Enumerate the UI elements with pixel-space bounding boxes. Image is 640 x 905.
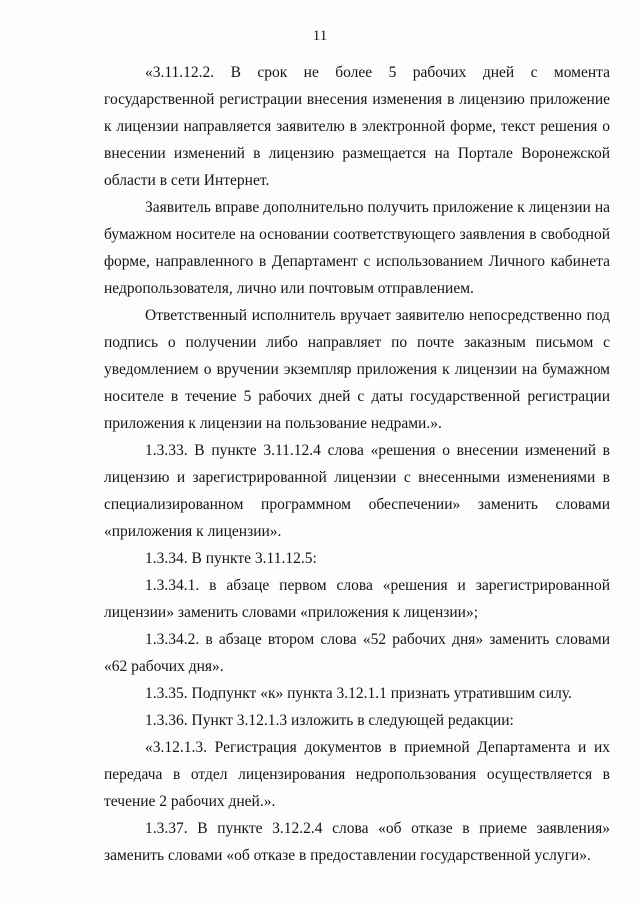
paragraph-1-3-33: 1.3.33. В пункте 3.11.12.4 слова «решения о внесении изменений в лицензию и зарегистрированной лицензии с внесенными изменениями в специализированном программном обеспечении» заменить словами «приложения к лицензии».: [104, 442, 610, 540]
paragraph-1-3-34-1: 1.3.34.1. в абзаце первом слова «решения и зарегистрированной лицензии» заменить словами «приложения к лицензии»;: [104, 577, 610, 621]
paragraph-1-3-37: 1.3.37. В пункте 3.12.2.4 слова «об отказе в приеме заявления» заменить словами «об отказе в предоставлении государственной услуги».: [104, 820, 610, 864]
paragraph-applicant-right: Заявитель вправе дополнительно получить приложение к лицензии на бумажном носителе на основании соответствующего заявления в свободной форме, направленного в Департамент с использованием Личного кабинета недропользователя, лично или почтовым отправлением.: [104, 199, 610, 297]
document-body: [104, 59, 610, 869]
paragraph-1-3-34-2: 1.3.34.2. в абзаце втором слова «52 рабочих дня» заменить словами «62 рабочих дня».: [104, 631, 610, 675]
page-number: 11: [312, 28, 328, 44]
paragraph-3-11-12-2: «3.11.12.2. В срок не более 5 рабочих дней с момента государственной регистрации внесения изменения в лицензию приложение к лицензии направляется заявителю в электронной форме, текст решения о внесении изменений в лицензию размещается на Портале Воронежской области в сети Интернет.: [104, 64, 610, 189]
paragraph-1-3-34: 1.3.34. В пункте 3.11.12.5:: [145, 550, 317, 567]
paragraph-responsible-executor: Ответственный исполнитель вручает заявителю непосредственно под подпись о получении либо направляет по почте заказным письмом с уведомлением о вручении экземпляр приложения к лицензии на бумажном носителе в течение 5 рабочих дней с даты государственной регистрации приложения к лицензии на пользование недрами.».: [104, 307, 610, 432]
paragraph-3-12-1-3: «3.12.1.3. Регистрация документов в приемной Департамента и их передача в отдел лицензирования недропользования осуществляется в течение 2 рабочих дней.».: [104, 739, 610, 810]
paragraph-1-3-36: 1.3.36. Пункт 3.12.1.3 изложить в следующей редакции:: [145, 712, 514, 729]
paragraph-1-3-35: 1.3.35. Подпункт «к» пункта 3.12.1.1 признать утратившим силу.: [145, 685, 572, 702]
